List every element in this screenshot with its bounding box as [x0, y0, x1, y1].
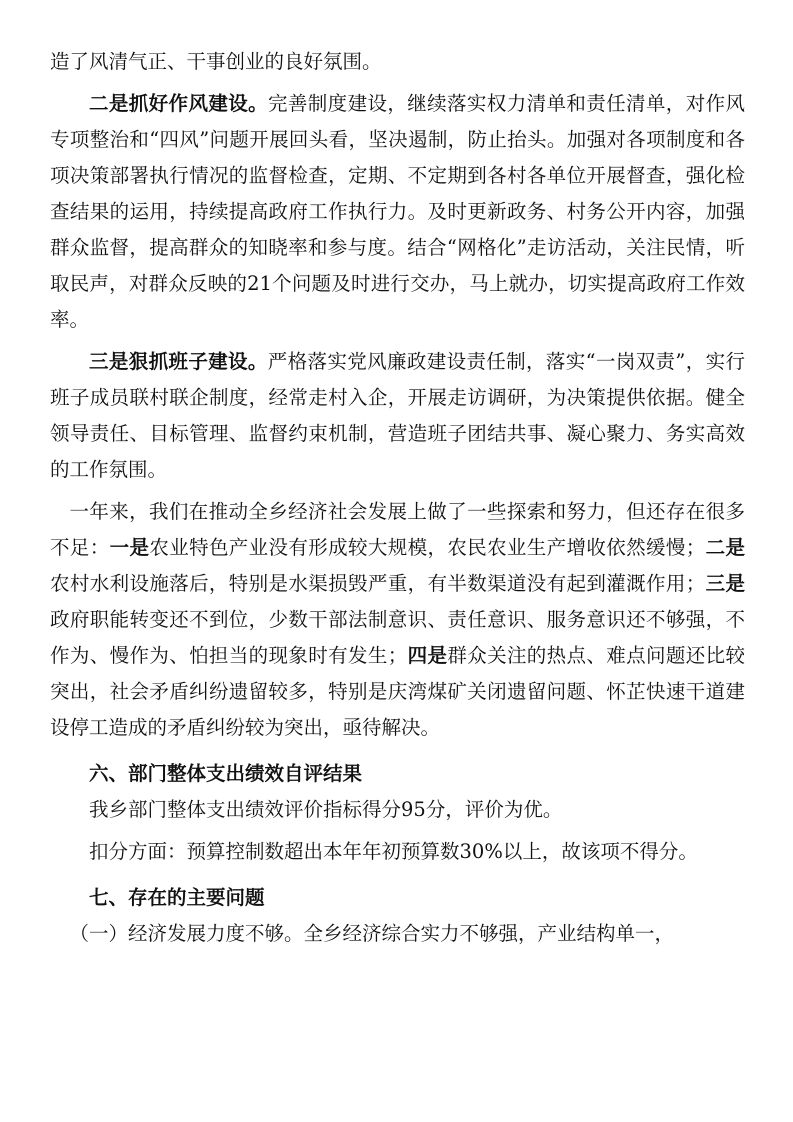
point-marker: 三是	[705, 572, 745, 595]
document-page	[50, 44, 745, 952]
paragraph-text: 扣分方面：预算控制数超出本年年初预算数30%以上，故该项不得分。	[89, 840, 698, 863]
paragraph-continuation	[50, 44, 745, 80]
paragraph-text: 造了风清气正、干事创业的良好氛围。	[50, 50, 382, 73]
paragraph-team-building	[50, 344, 745, 488]
point-marker: 一是	[109, 536, 150, 559]
paragraph-problem-1	[50, 916, 745, 952]
paragraph-text: 群众关注的热点、难点问题还比较突出，社会矛盾纠纷遗留较多，特别是庆湾煤矿关闭遗留问题、怀芷快速干道建设停工造成的矛盾纠纷较为突出，亟待解决。	[50, 644, 745, 739]
paragraph-text: （一）经济发展力度不够。全乡经济综合实力不够强，产业结构单一，	[69, 922, 675, 945]
paragraph-text: 农村水利设施落后，特别是水渠损毁严重，有半数渠道没有起到灌溉作用；	[50, 572, 706, 595]
paragraph-lead: 三是狠抓班子建设。	[89, 350, 268, 373]
point-marker: 二是	[705, 536, 745, 559]
paragraph-text: 完善制度建设，继续落实权力清单和责任清单，对作风专项整治和“四风”问题开展回头看，坚决遏制，防止抬头。加强对各项制度和各项决策部署执行情况的监督检查，定期、不定期到各村各单位开展督查，强化检查结果的运用，持续提高政府工作执行力。及时更新政务、村务公开内容，加强群众监督，提高群众的知晓率和参与度。结合“网格化”走访活动，关注民情，听取民声，对群众反映的21个问题及时进行交办，马上就办，切实提高政府工作效率。	[50, 92, 745, 331]
paragraph-score	[50, 792, 745, 828]
section-heading-6: 六、部门整体支出绩效自评结果	[89, 762, 363, 785]
point-marker: 四是	[407, 644, 448, 667]
section-heading-7: 七、存在的主要问题	[89, 886, 265, 909]
paragraph-text: 严格落实党风廉政建设责任制，落实“一岗双责”，实行班子成员联村联企制度，经常走村入企，开展走访调研，为决策提供依据。健全领导责任、目标管理、监督约束机制，营造班子团结共事、凝心聚力、务实高效的工作氛围。	[50, 350, 745, 481]
paragraph-lead: 二是抓好作风建设。	[89, 92, 269, 115]
paragraph-text: 农业特色产业没有形成较大规模，农民农业生产增收依然缓慢；	[149, 536, 706, 559]
paragraph-shortcomings	[50, 494, 745, 746]
paragraph-text: 一年来，我们在推动全乡经济社会发展上做了一些探索和努力，但还存在很多不足：	[50, 500, 745, 559]
paragraph-text: 政府职能转变还不到位，少数干部法制意识、责任意识、服务意识还不够强，不作为、慢作为、怕担当的现象时有发生；	[50, 608, 745, 667]
paragraph-text: 我乡部门整体支出绩效评价指标得分95分，评价为优。	[89, 798, 563, 821]
paragraph-deduction	[50, 834, 745, 870]
paragraph-style-building	[50, 86, 745, 338]
